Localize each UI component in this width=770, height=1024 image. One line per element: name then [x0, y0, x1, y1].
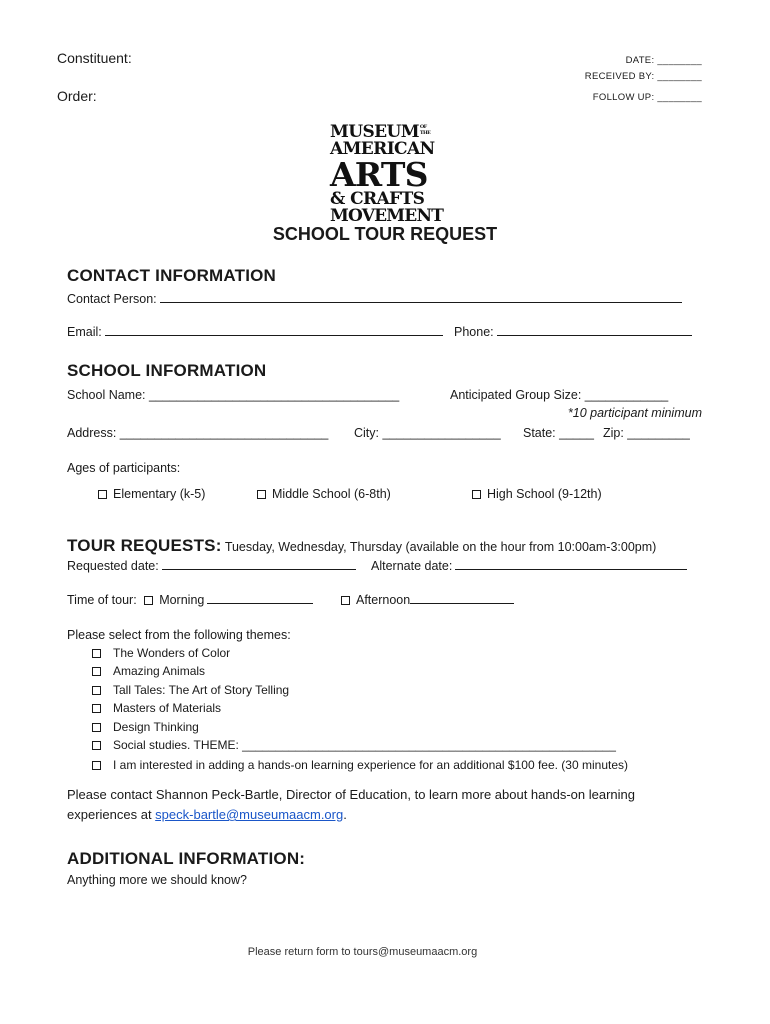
contact-note-line2: experiences at speck-bartle@museumaacm.org. [67, 807, 347, 822]
constituent-label: Constituent: [57, 50, 132, 66]
time-of-tour-row [67, 593, 313, 607]
phone-row [454, 325, 692, 339]
tour-heading-row [67, 536, 656, 556]
requested-date-row [67, 559, 356, 573]
requested-date-field[interactable] [162, 569, 356, 570]
afternoon-field[interactable] [410, 603, 514, 604]
logo-line-american: AMERICAN [330, 139, 435, 159]
additional-info-field[interactable] [67, 892, 703, 936]
logo-line-crafts: & CRAFTS [330, 189, 425, 209]
afternoon-checkbox-icon[interactable] [341, 596, 350, 605]
order-label: Order: [57, 88, 97, 104]
morning-label: Morning [159, 593, 205, 607]
morning-field[interactable] [207, 603, 313, 604]
checkbox-icon[interactable] [92, 761, 101, 770]
logo-line-museum: MUSEUM [330, 122, 419, 142]
page-title: SCHOOL TOUR REQUEST [272, 224, 498, 244]
checkbox-icon[interactable] [92, 649, 101, 658]
date-field[interactable]: DATE: ________ [625, 55, 702, 66]
tour-heading: TOUR REQUESTS: [67, 536, 222, 555]
additional-prompt: Anything more we should know? [67, 873, 247, 887]
group-size-field[interactable]: Anticipated Group Size: ____________ [450, 388, 669, 402]
received-by-field[interactable]: RECEIVED BY: ________ [584, 71, 702, 82]
theme-item[interactable]: Masters of Materials [92, 701, 221, 715]
theme-item-hands-on[interactable]: I am interested in adding a hands-on learning experience for an additional $100 fee. (30 minutes) [92, 758, 628, 772]
school-name-field[interactable]: School Name: ____________________________________ [67, 388, 400, 402]
tour-availability: Tuesday, Wednesday, Thursday (available on the hour from 10:00am-3:00pm) [224, 540, 657, 554]
checkbox-icon[interactable] [92, 723, 101, 732]
contact-note-line1: Please contact Shannon Peck-Bartle, Director of Education, to learn more about hands-on learning [67, 787, 636, 802]
theme-item[interactable]: The Wonders of Color [92, 646, 230, 660]
footer-note: Please return form to tours@museumaacm.org [247, 946, 478, 958]
ages-label: Ages of participants: [67, 461, 181, 475]
checkbox-icon[interactable] [257, 490, 266, 499]
age-option-high[interactable]: High School (9-12th) [472, 487, 602, 501]
logo-the: THE [419, 130, 431, 136]
theme-item[interactable]: Design Thinking [92, 720, 199, 734]
museum-logo [330, 124, 442, 225]
afternoon-row [341, 593, 514, 607]
afternoon-label: Afternoon [356, 593, 411, 607]
education-email-link[interactable]: speck-bartle@museumaacm.org [155, 807, 344, 822]
phone-label: Phone: [454, 325, 494, 339]
email-row [67, 325, 443, 339]
school-heading: SCHOOL INFORMATION [67, 361, 267, 380]
contact-heading: CONTACT INFORMATION [67, 266, 277, 285]
follow-up-field[interactable]: FOLLOW UP: ________ [592, 92, 702, 103]
contact-person-label: Contact Person: [67, 292, 157, 306]
checkbox-icon[interactable] [472, 490, 481, 499]
age-option-elementary[interactable]: Elementary (k-5) [98, 487, 205, 501]
email-label: Email: [67, 325, 102, 339]
phone-field[interactable] [497, 335, 692, 336]
theme-item[interactable]: Social studies. THEME: ________________________________________________________ [92, 738, 616, 752]
time-of-tour-label: Time of tour: [67, 593, 137, 607]
checkbox-icon[interactable] [92, 741, 101, 750]
checkbox-icon[interactable] [92, 686, 101, 695]
age-option-middle[interactable]: Middle School (6-8th) [257, 487, 391, 501]
additional-heading: ADDITIONAL INFORMATION: [67, 849, 306, 868]
theme-item[interactable]: Tall Tales: The Art of Story Telling [92, 683, 289, 697]
morning-checkbox-icon[interactable] [144, 596, 153, 605]
email-field[interactable] [105, 335, 443, 336]
checkbox-icon[interactable] [98, 490, 107, 499]
city-field[interactable]: City: _________________ [354, 426, 501, 440]
requested-date-label: Requested date: [67, 559, 159, 573]
checkbox-icon[interactable] [92, 667, 101, 676]
address-field[interactable]: Address: ______________________________ [67, 426, 329, 440]
alternate-date-label: Alternate date: [371, 559, 453, 573]
logo-line-arts: ARTS [330, 155, 428, 194]
alternate-date-field[interactable] [455, 569, 687, 570]
checkbox-icon[interactable] [92, 704, 101, 713]
contact-person-field[interactable] [160, 302, 682, 303]
logo-of: OF [419, 124, 427, 130]
zip-field[interactable]: Zip: _________ [603, 426, 690, 440]
contact-person-row [67, 292, 682, 306]
minimum-note: *10 participant minimum [567, 406, 702, 420]
alternate-date-row [371, 559, 687, 573]
theme-item[interactable]: Amazing Animals [92, 664, 205, 678]
state-field[interactable]: State: _____ [523, 426, 594, 440]
themes-label: Please select from the following themes: [67, 628, 291, 642]
logo-line-movement: MOVEMENT [330, 206, 444, 226]
